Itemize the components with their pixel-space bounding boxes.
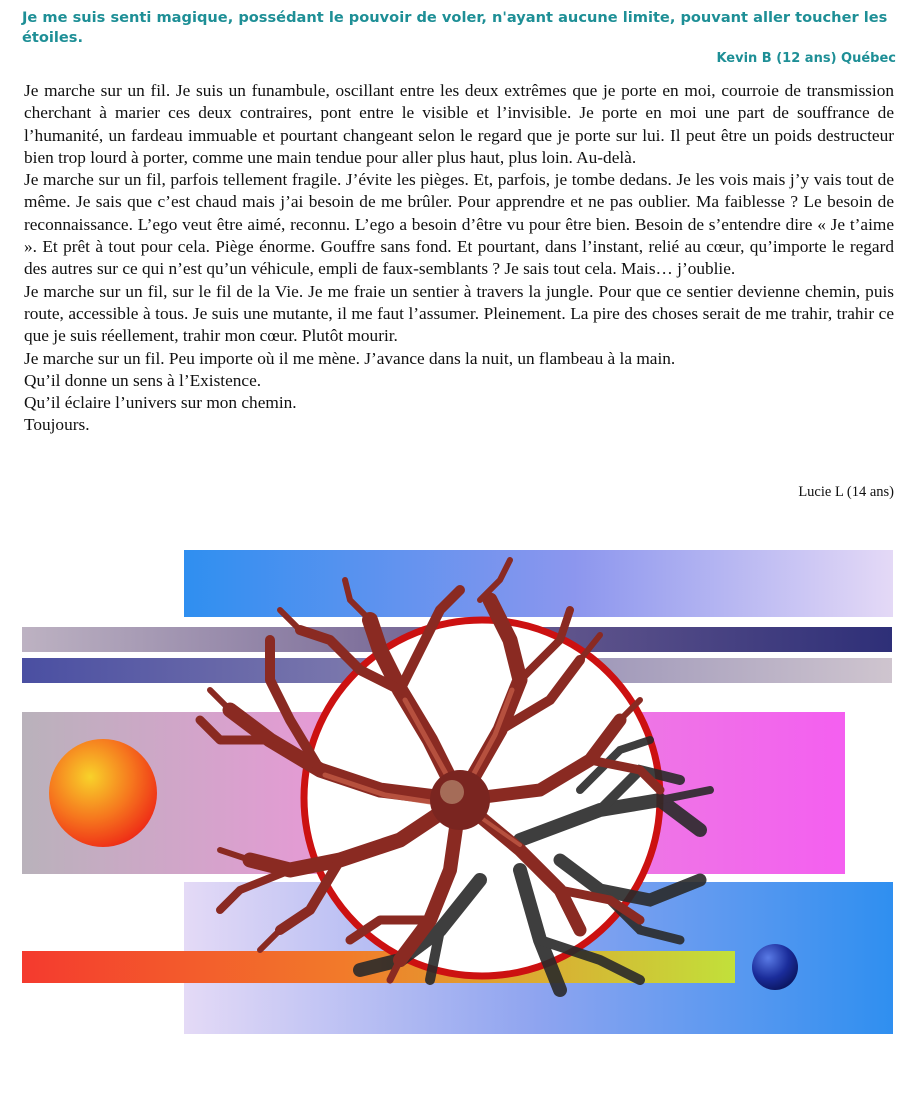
poem-paragraph: Je marche sur un fil. Je suis un funambule, oscillant entre les deux extrêmes que je porte en moi, courroie de transmission cherchant à marier ces deux contraires, pont entre le visible et l’invisible. Je porte en moi une part de souffrance de l’humanité, un fardeau immuable et pourtant changeant selon le regard que je porte sur lui. Il peut être un poids destructeur bien trop lourd à porter, comme une main tendue pour aller plus haut, plus loin. Au-delà. — [24, 81, 894, 167]
poem-body — [24, 80, 894, 437]
poem-paragraph: Qu’il éclaire l’univers sur mon chemin. — [24, 393, 297, 413]
sun-sphere — [49, 739, 157, 847]
poem-paragraph: Qu’il donne un sens à l’Existence. — [24, 370, 262, 390]
poem-paragraph: Je marche sur un fil. Peu importe où il me mène. J’avance dans la nuit, un flambeau à la main. — [24, 348, 676, 368]
poem-paragraph: Je marche sur un fil, sur le fil de la Vie. Je me fraie un sentier à travers la jungle. Pour que ce sentier devienne chemin, puis route, accessible à tous. Je suis une mutante, il me faut l’assumer. Pleinement. La pire des choses serait de me trahir, trahir ce que je suis réellement, trahir mon cœur. Plutôt mourir. — [24, 281, 894, 346]
quote-author: Kevin B (12 ans) Québec — [716, 51, 896, 66]
quote-text: Je me suis senti magique, possédant le pouvoir de voler, n'ayant aucune limite, pouvant aller toucher les étoiles. — [22, 9, 888, 46]
blue-sphere — [752, 944, 798, 990]
poem-paragraph: Je marche sur un fil, parfois tellement fragile. J’évite les pièges. Et, parfois, je tombe dedans. Je les vois mais j’y vais tout de même. Je sais que c’est chaud mais j’ai besoin de me brûler. Pour apprendre et ne pas oublier. Ma faiblesse ? Le besoin de reconnaissance. L’ego veut être aimé, reconnu. L’ego a besoin d’être vu pour être bien. Besoin de s’entendre dire « Je t’aime ». Et prêt à tout pour cela. Piège énorme. Gouffre sans fond. Et pourtant, dans l’instant, relié au cœur, qu’importe le regard des autres sur ce qui n’est qu’un véhicule, empli de faux-semblants ? Je sais tout cela. Mais… j’oublie. — [24, 170, 894, 279]
abstract-illustration — [0, 540, 920, 1040]
top-blue-band — [184, 550, 893, 617]
poem-author: Lucie L (14 ans) — [798, 484, 894, 500]
poem-paragraph: Toujours. — [24, 415, 90, 435]
